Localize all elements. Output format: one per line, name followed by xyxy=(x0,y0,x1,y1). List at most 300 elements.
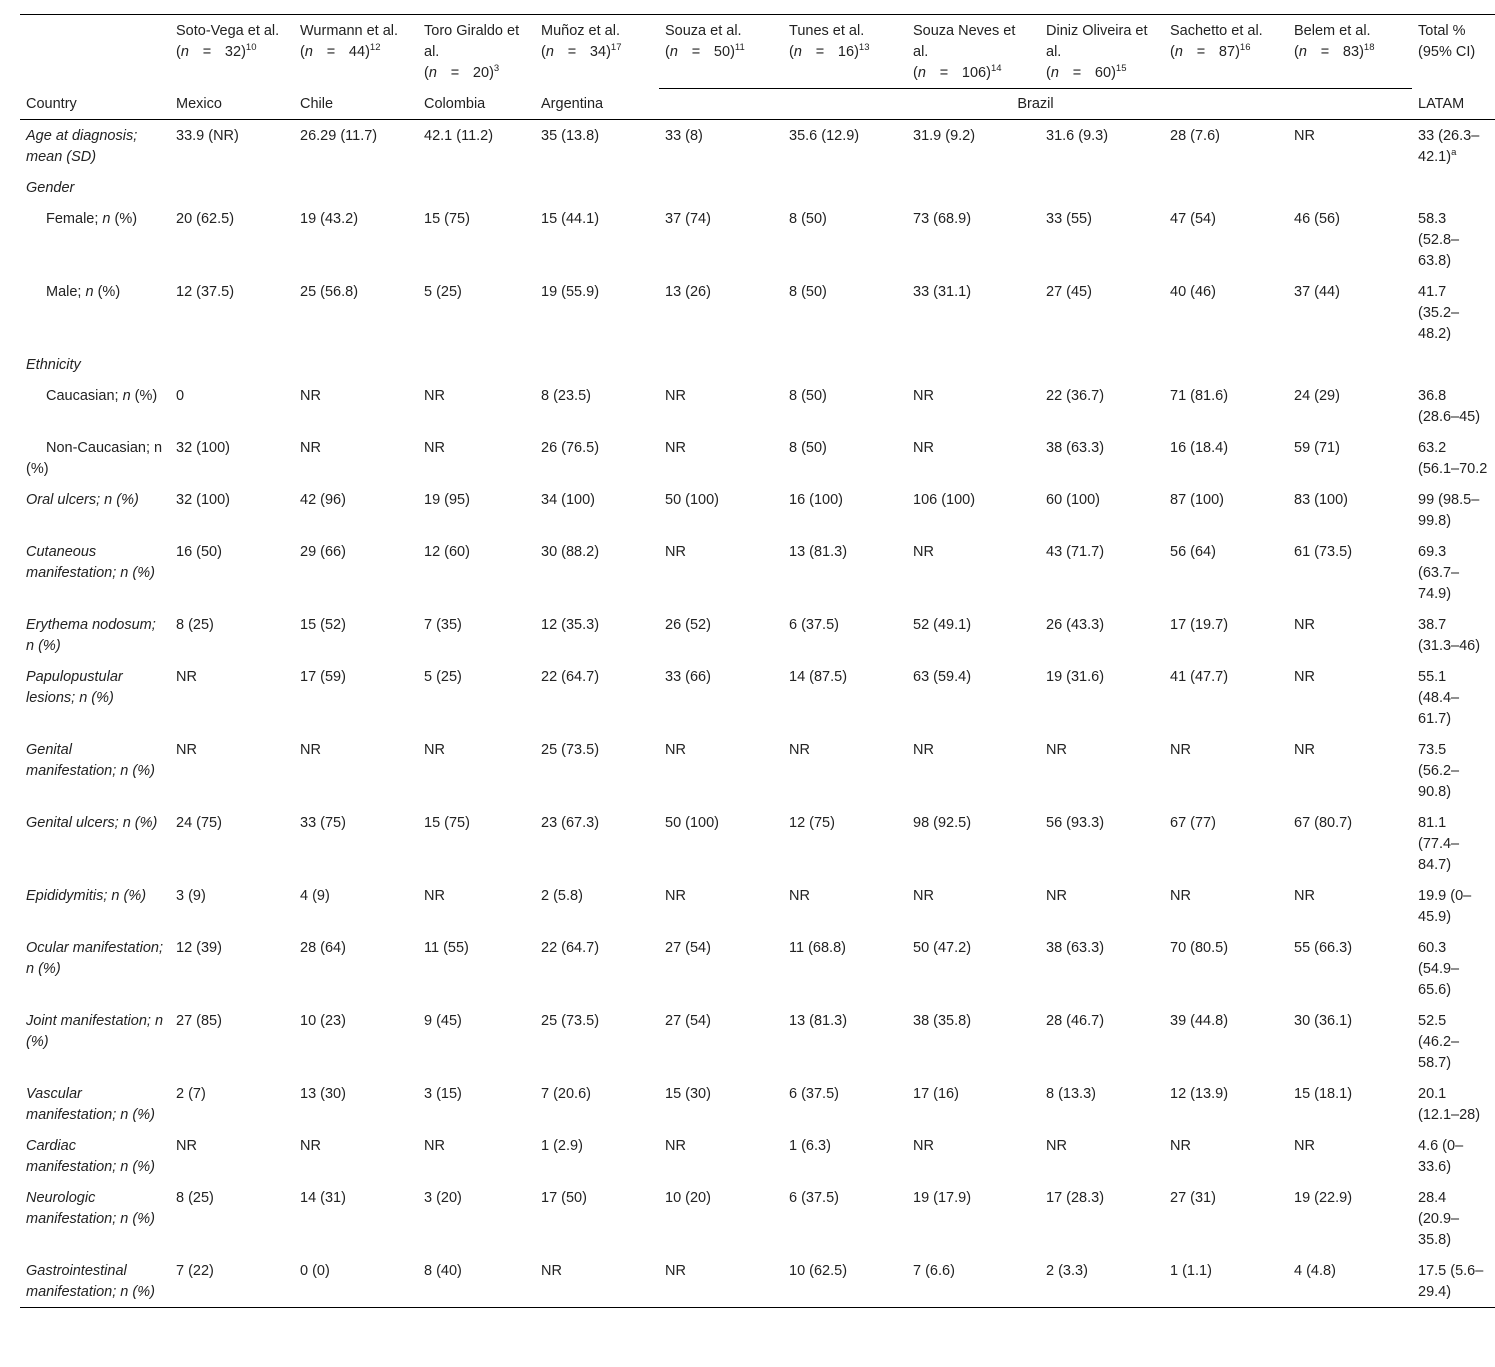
table-cell: 61 (73.5) xyxy=(1294,544,1353,560)
table-cell: NR xyxy=(1294,742,1315,758)
table-cell: 27 (31) xyxy=(1170,1190,1216,1206)
row-label-text: Non-Caucasian; n (%) xyxy=(26,440,163,477)
table-row xyxy=(20,484,1495,536)
row-label: Joint manifestation; n (%) xyxy=(26,1013,164,1050)
table-cell: 27 (54) xyxy=(665,1013,711,1029)
reference-number: 17 xyxy=(610,42,622,53)
footnote-marker: a xyxy=(1451,147,1457,158)
empty-cell xyxy=(1164,349,1288,380)
study-header-9 xyxy=(1288,15,1412,89)
table-cell: NR xyxy=(300,388,321,404)
study-name: Muñoz et al. xyxy=(541,23,620,39)
reference-number: 3 xyxy=(493,63,500,74)
table-cell: 38 (63.3) xyxy=(1046,440,1105,456)
table-header xyxy=(20,15,1495,120)
study-header-6 xyxy=(907,15,1040,89)
total-cell xyxy=(1412,807,1495,880)
total-value: 4.6 (0–33.6) xyxy=(1418,1138,1464,1175)
row-label: Cutaneous manifestation; n (%) xyxy=(26,544,155,581)
empty-cell xyxy=(170,172,294,203)
total-value: 52.5 (46.2–58.7) xyxy=(1418,1013,1460,1071)
table-cell: 8 (50) xyxy=(789,388,827,404)
table-cell: 0 (0) xyxy=(294,1255,418,1308)
table-cell: 15 (44.1) xyxy=(541,211,600,227)
table-cell: NR xyxy=(1294,617,1315,633)
table-cell: NR xyxy=(665,440,686,456)
total-cell xyxy=(1412,1005,1495,1078)
total-value: 73.5 (56.2–90.8) xyxy=(1418,742,1460,800)
row-label xyxy=(20,432,170,484)
total-cell xyxy=(1412,536,1495,609)
study-name: Sachetto et al. xyxy=(1170,23,1263,39)
study-header-row xyxy=(20,15,1495,89)
table-cell: 71 (81.6) xyxy=(1170,388,1229,404)
table-cell: 17 (50) xyxy=(541,1190,587,1206)
table-cell: 13 (30) xyxy=(300,1086,346,1102)
sample-size-value: 106 xyxy=(961,65,987,81)
equals-sign: = xyxy=(1072,65,1082,81)
reference-number: 13 xyxy=(858,42,870,53)
table-cell: NR xyxy=(665,888,686,904)
table-cell: 73 (68.9) xyxy=(913,211,972,227)
row-label-suffix: (%) xyxy=(130,388,158,404)
table-cell: 32 (100) xyxy=(176,440,231,456)
empty-cell xyxy=(907,349,1040,380)
row-label: Epididymitis; n (%) xyxy=(26,888,147,904)
table-cell: 26 (52) xyxy=(665,617,711,633)
table-cell: 19 (95) xyxy=(424,492,470,508)
row-label: Age at diagnosis; mean (SD) xyxy=(26,128,138,165)
table-cell: 42.1 (11.2) xyxy=(424,128,494,144)
table-cell: 32 (100) xyxy=(176,492,231,508)
country-argentina: Argentina xyxy=(535,89,659,120)
table-body xyxy=(20,120,1495,1308)
table-cell: 15 (75) xyxy=(424,815,470,831)
total-cell xyxy=(1412,734,1495,807)
table-cell: 50 (100) xyxy=(665,492,720,508)
empty-cell xyxy=(1288,349,1412,380)
study-sample-size: (n = 87)$^{16}$ xyxy=(1170,42,1282,63)
table-cell: 60 (100) xyxy=(1046,492,1101,508)
table-cell: 33.9 (NR) xyxy=(176,128,239,144)
row-label-text: Male; xyxy=(46,284,86,300)
table-cell: NR xyxy=(300,742,321,758)
sample-size-value: 20 xyxy=(472,65,490,81)
table-cell: 7 (6.6) xyxy=(907,1255,1040,1308)
table-container xyxy=(20,14,1495,1308)
total-value: 38.7 (31.3–46) xyxy=(1418,617,1481,654)
study-sample-size: (n = 50)$^{11}$ xyxy=(665,42,777,63)
table-cell: NR xyxy=(1170,888,1191,904)
n-symbol: n xyxy=(1050,65,1059,81)
table-cell: 41 (47.7) xyxy=(1170,669,1229,685)
table-cell: 12 (39) xyxy=(176,940,222,956)
study-header-4 xyxy=(659,15,783,89)
total-cell xyxy=(1412,276,1495,349)
table-cell: 3 (15) xyxy=(424,1086,462,1102)
table-cell: NR xyxy=(535,1255,659,1308)
table-cell: 19 (55.9) xyxy=(541,284,600,300)
table-cell: 24 (75) xyxy=(176,815,222,831)
table-cell: NR xyxy=(1294,669,1315,685)
table-cell: NR xyxy=(789,742,810,758)
study-sample-size: (n = 83)$^{18}$ xyxy=(1294,42,1406,63)
table-cell: 25 (56.8) xyxy=(300,284,359,300)
reference-number: 18 xyxy=(1363,42,1375,53)
table-cell: 4 (4.8) xyxy=(1288,1255,1412,1308)
row-label: Ocular manifestation; n (%) xyxy=(26,940,164,977)
table-row xyxy=(20,432,1495,484)
empty-cell xyxy=(659,172,783,203)
study-name: Belem et al. xyxy=(1294,23,1371,39)
table-cell: 1 (6.3) xyxy=(789,1138,831,1154)
table-row xyxy=(20,120,1495,173)
study-name: Diniz Oliveira et al. xyxy=(1046,23,1148,60)
empty-cell xyxy=(535,349,659,380)
study-name: Toro Giraldo et al. xyxy=(424,23,520,60)
row-label-suffix: (%) xyxy=(110,211,138,227)
table-row xyxy=(20,932,1495,1005)
empty-cell xyxy=(783,349,907,380)
table-cell: NR xyxy=(424,388,445,404)
total-cell xyxy=(1412,380,1495,432)
sample-size-value: 83 xyxy=(1342,44,1360,60)
total-cell xyxy=(1412,432,1495,484)
empty-cell xyxy=(1040,172,1164,203)
empty-cell xyxy=(294,349,418,380)
table-cell: 12 (13.9) xyxy=(1170,1086,1229,1102)
table-cell: 1 (1.1) xyxy=(1164,1255,1288,1308)
table-cell: NR xyxy=(913,388,934,404)
row-label-n: n xyxy=(85,284,94,300)
study-header-5 xyxy=(783,15,907,89)
total-value: 69.3 (63.7–74.9) xyxy=(1418,544,1460,602)
total-cell xyxy=(1412,1255,1495,1308)
empty-cell xyxy=(1412,172,1495,203)
table-cell: 6 (37.5) xyxy=(789,1190,839,1206)
reference-number: 12 xyxy=(369,42,381,53)
reference-number: 16 xyxy=(1239,42,1251,53)
row-label: Erythema nodosum; n (%) xyxy=(26,617,156,654)
table-row xyxy=(20,536,1495,609)
empty-cell xyxy=(418,172,535,203)
table-cell: 12 (37.5) xyxy=(176,284,235,300)
reference-number: 10 xyxy=(245,42,257,53)
header-empty-cell xyxy=(20,15,170,89)
equals-sign: = xyxy=(691,44,701,60)
table-cell: 40 (46) xyxy=(1170,284,1216,300)
table-cell: 26 (43.3) xyxy=(1046,617,1105,633)
total-value: 63.2 (56.1–70.2 xyxy=(1418,440,1488,477)
row-label: Papulopustular lesions; n (%) xyxy=(26,669,123,706)
empty-cell xyxy=(418,349,535,380)
total-cell xyxy=(1412,120,1495,173)
table-cell: 16 (100) xyxy=(789,492,844,508)
table-cell: 11 (68.8) xyxy=(789,940,846,956)
table-cell: NR xyxy=(1170,1138,1191,1154)
table-cell: 8 (50) xyxy=(789,284,827,300)
table-cell: 13 (81.3) xyxy=(789,1013,848,1029)
sample-size-value: 32 xyxy=(224,44,242,60)
total-value: 36.8 (28.6–45) xyxy=(1418,388,1481,425)
empty-cell xyxy=(1040,349,1164,380)
table-cell: NR xyxy=(176,742,197,758)
study-sample-size: (n = 106)$^{14}$ xyxy=(913,63,1034,84)
study-header-7 xyxy=(1040,15,1164,89)
empty-cell xyxy=(783,172,907,203)
row-label-n: n xyxy=(102,211,111,227)
study-name: Souza Neves et al. xyxy=(913,23,1016,60)
sample-size-value: 50 xyxy=(713,44,731,60)
study-header-3 xyxy=(535,15,659,89)
table-row xyxy=(20,1078,1495,1130)
table-cell: 34 (100) xyxy=(541,492,596,508)
table-row xyxy=(20,172,1495,203)
total-header: Total % (95% CI) xyxy=(1412,15,1495,89)
table-cell: 8 (13.3) xyxy=(1046,1086,1096,1102)
table-cell: 1 (2.9) xyxy=(541,1138,583,1154)
equals-sign: = xyxy=(1196,44,1206,60)
table-cell: 10 (23) xyxy=(300,1013,346,1029)
total-value: 58.3 (52.8–63.8) xyxy=(1418,211,1460,269)
table-cell: 46 (56) xyxy=(1294,211,1340,227)
total-value: 41.7 (35.2–48.2) xyxy=(1418,284,1460,342)
table-cell: 0 xyxy=(176,388,185,404)
table-cell: 17 (16) xyxy=(913,1086,959,1102)
total-value: 55.1 (48.4–61.7) xyxy=(1418,669,1460,727)
table-cell: 4 (9) xyxy=(300,888,330,904)
table-cell: 12 (60) xyxy=(424,544,470,560)
table-cell: 33 (75) xyxy=(300,815,346,831)
table-row xyxy=(20,349,1495,380)
table-cell: 22 (64.7) xyxy=(541,940,600,956)
table-cell: NR xyxy=(913,888,934,904)
table-cell: 43 (71.7) xyxy=(1046,544,1105,560)
country-latam: LATAM xyxy=(1412,89,1495,120)
table-row xyxy=(20,1130,1495,1182)
table-cell: 8 (25) xyxy=(176,617,214,633)
table-cell: 19 (22.9) xyxy=(1294,1190,1353,1206)
total-value: 81.1 (77.4–84.7) xyxy=(1418,815,1460,873)
table-cell: 11 (55) xyxy=(424,940,469,956)
reference-number: 15 xyxy=(1115,63,1127,74)
table-cell: 42 (96) xyxy=(300,492,346,508)
study-name: Wurmann et al. xyxy=(300,23,399,39)
table-cell: 35 (13.8) xyxy=(541,128,600,144)
study-sample-size: (n = 16)$^{13}$ xyxy=(789,42,901,63)
table-cell: 56 (93.3) xyxy=(1046,815,1105,831)
country-colombia: Colombia xyxy=(418,89,535,120)
n-symbol: n xyxy=(1174,44,1183,60)
equals-sign: = xyxy=(202,44,212,60)
equals-sign: = xyxy=(815,44,825,60)
table-cell: NR xyxy=(424,888,445,904)
table-cell: 38 (35.8) xyxy=(913,1013,972,1029)
table-cell: 17 (28.3) xyxy=(1046,1190,1105,1206)
table-cell: NR xyxy=(1294,888,1315,904)
equals-sign: = xyxy=(1320,44,1330,60)
table-cell: 16 (50) xyxy=(176,544,222,560)
table-cell: 24 (29) xyxy=(1294,388,1340,404)
row-label-text: Caucasian; xyxy=(46,388,123,404)
table-cell: 22 (64.7) xyxy=(541,669,600,685)
table-cell: 31.9 (9.2) xyxy=(913,128,976,144)
table-cell: 35.6 (12.9) xyxy=(789,128,860,144)
table-cell: 33 (55) xyxy=(1046,211,1092,227)
study-name: Tunes et al. xyxy=(789,23,865,39)
table-cell: 6 (37.5) xyxy=(789,1086,839,1102)
study-header-8 xyxy=(1164,15,1288,89)
table-cell: NR xyxy=(913,742,934,758)
table-cell: 30 (88.2) xyxy=(541,544,600,560)
table-cell: 16 (18.4) xyxy=(1170,440,1229,456)
empty-cell xyxy=(1288,172,1412,203)
table-cell: 70 (80.5) xyxy=(1170,940,1229,956)
table-cell: 56 (64) xyxy=(1170,544,1216,560)
table-cell: 10 (20) xyxy=(665,1190,711,1206)
table-cell: NR xyxy=(913,440,934,456)
table-cell: NR xyxy=(1294,128,1315,144)
study-name: Soto-Vega et al. xyxy=(176,23,280,39)
table-cell: NR xyxy=(424,440,445,456)
table-cell: 30 (36.1) xyxy=(1294,1013,1353,1029)
n-symbol: n xyxy=(669,44,678,60)
row-label: Oral ulcers; n (%) xyxy=(26,492,139,508)
table-cell: 2 (5.8) xyxy=(541,888,583,904)
table-cell: 15 (75) xyxy=(424,211,470,227)
country-chile: Chile xyxy=(294,89,418,120)
reference-number: 11 xyxy=(734,42,745,53)
table-cell: NR xyxy=(1046,1138,1067,1154)
empty-cell xyxy=(659,349,783,380)
row-label: Ethnicity xyxy=(26,357,81,373)
table-cell: 37 (74) xyxy=(665,211,711,227)
table-cell: 2 (3.3) xyxy=(1040,1255,1164,1308)
table-cell: 17 (19.7) xyxy=(1170,617,1229,633)
row-label-suffix: (%) xyxy=(93,284,121,300)
table-cell: 8 (50) xyxy=(789,211,827,227)
sample-size-value: 60 xyxy=(1094,65,1112,81)
table-row xyxy=(20,880,1495,932)
row-label: Genital ulcers; n (%) xyxy=(26,815,158,831)
table-cell: 8 (25) xyxy=(176,1190,214,1206)
country-label: Country xyxy=(20,89,170,120)
table-cell: 22 (36.7) xyxy=(1046,388,1105,404)
row-label-text: Female; xyxy=(46,211,103,227)
total-value: 19.9 (0–45.9) xyxy=(1418,888,1472,925)
total-cell xyxy=(1412,1182,1495,1255)
table-row xyxy=(20,734,1495,807)
study-sample-size: (n = 34)$^{17}$ xyxy=(541,42,653,63)
row-label-n: n xyxy=(122,388,131,404)
sample-size-value: 34 xyxy=(589,44,607,60)
table-cell: 3 (20) xyxy=(424,1190,462,1206)
equals-sign: = xyxy=(326,44,336,60)
total-value: 28.4 (20.9–35.8) xyxy=(1418,1190,1460,1248)
total-value: 99 (98.5–99.8) xyxy=(1418,492,1480,529)
table-cell: 27 (85) xyxy=(176,1013,222,1029)
study-sample-size: (n = 20)$^3$ xyxy=(424,63,529,84)
n-symbol: n xyxy=(793,44,802,60)
table-cell: 25 (73.5) xyxy=(541,1013,600,1029)
table-cell: 83 (100) xyxy=(1294,492,1349,508)
table-cell: 10 (62.5) xyxy=(783,1255,907,1308)
table-cell: NR xyxy=(1046,742,1067,758)
table-cell: 8 (50) xyxy=(789,440,827,456)
total-cell xyxy=(1412,661,1495,734)
table-cell: 23 (67.3) xyxy=(541,815,600,831)
table-cell: 19 (43.2) xyxy=(300,211,359,227)
table-cell: NR xyxy=(665,388,686,404)
reference-number: 14 xyxy=(990,63,1002,74)
country-header-row xyxy=(20,89,1495,120)
table-cell: NR xyxy=(665,544,686,560)
sample-size-value: 87 xyxy=(1218,44,1236,60)
table-cell: 19 (17.9) xyxy=(913,1190,972,1206)
total-cell xyxy=(1412,203,1495,276)
table-row xyxy=(20,609,1495,661)
equals-sign: = xyxy=(450,65,460,81)
table-cell: 25 (73.5) xyxy=(541,742,600,758)
table-cell: 33 (66) xyxy=(665,669,711,685)
table-cell: 12 (75) xyxy=(789,815,835,831)
table-row xyxy=(20,1255,1495,1308)
table-cell: NR xyxy=(789,888,810,904)
study-sample-size: (n = 60)$^{15}$ xyxy=(1046,63,1158,84)
total-cell xyxy=(1412,609,1495,661)
table-cell: 38 (63.3) xyxy=(1046,940,1105,956)
table-cell: NR xyxy=(665,1138,686,1154)
n-symbol: n xyxy=(545,44,554,60)
n-symbol: n xyxy=(1298,44,1307,60)
table-row xyxy=(20,1182,1495,1255)
table-cell: NR xyxy=(424,742,445,758)
table-cell: NR xyxy=(659,1255,783,1308)
table-cell: NR xyxy=(913,544,934,560)
equals-sign: = xyxy=(567,44,577,60)
table-cell: 27 (45) xyxy=(1046,284,1092,300)
empty-cell xyxy=(1412,349,1495,380)
equals-sign: = xyxy=(939,65,949,81)
table-cell: 7 (22) xyxy=(170,1255,294,1308)
table-cell: 8 (23.5) xyxy=(541,388,591,404)
row-label: Vascular manifestation; n (%) xyxy=(26,1086,155,1123)
table-cell: 14 (87.5) xyxy=(789,669,848,685)
table-cell: NR xyxy=(1170,742,1191,758)
total-cell xyxy=(1412,880,1495,932)
table-cell: 87 (100) xyxy=(1170,492,1225,508)
empty-cell xyxy=(170,349,294,380)
table-cell: 7 (35) xyxy=(424,617,462,633)
table-cell: 67 (80.7) xyxy=(1294,815,1353,831)
study-sample-size: (n = 32)$^{10}$ xyxy=(176,42,288,63)
table-cell: 15 (30) xyxy=(665,1086,711,1102)
table-row xyxy=(20,203,1495,276)
table-cell: 26.29 (11.7) xyxy=(300,128,378,144)
table-row xyxy=(20,1005,1495,1078)
table-cell: NR xyxy=(665,742,686,758)
table-cell: 37 (44) xyxy=(1294,284,1340,300)
table-cell: 26 (76.5) xyxy=(541,440,600,456)
study-header-0 xyxy=(170,15,294,89)
n-symbol: n xyxy=(917,65,926,81)
table-cell: 47 (54) xyxy=(1170,211,1216,227)
row-label: Neurologic manifestation; n (%) xyxy=(26,1190,155,1227)
table-cell: 28 (46.7) xyxy=(1046,1013,1105,1029)
total-value: 20.1 (12.1–28) xyxy=(1418,1086,1481,1123)
table-cell: 9 (45) xyxy=(424,1013,462,1029)
table-cell: 50 (100) xyxy=(665,815,720,831)
